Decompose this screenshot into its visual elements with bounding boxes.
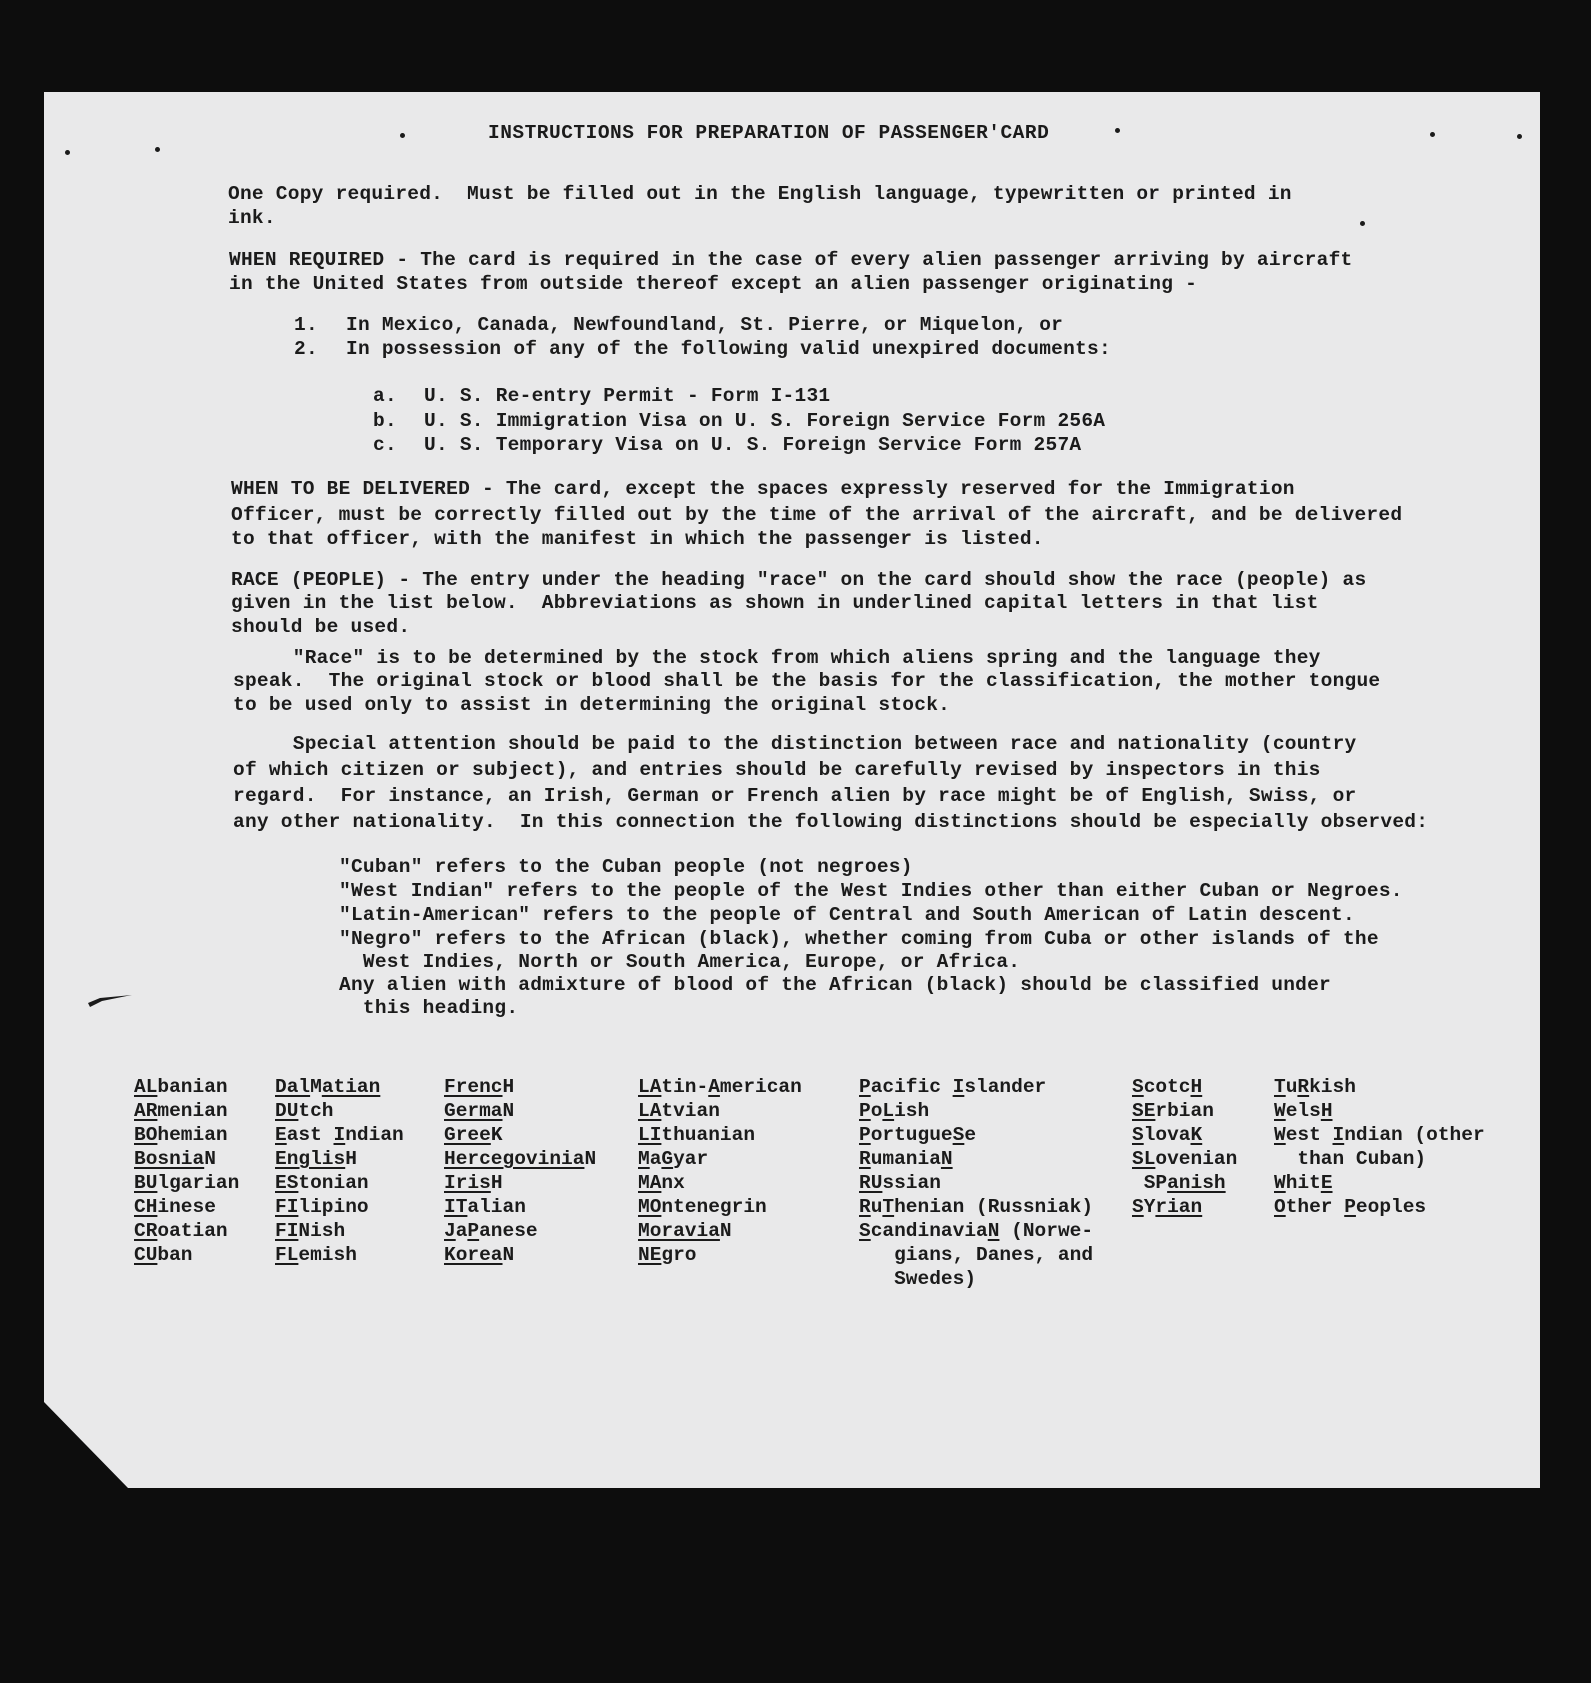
document-letter: a. — [373, 385, 397, 407]
race-text: umania — [870, 1148, 941, 1170]
race-text: tin- — [661, 1076, 709, 1098]
race-entry — [1132, 1195, 1237, 1219]
race-abbreviation: MO — [638, 1196, 662, 1218]
race-text: alian — [467, 1196, 526, 1218]
race-abbreviation: Dal — [275, 1076, 311, 1098]
race-entry — [134, 1099, 239, 1123]
race-entry — [275, 1219, 404, 1243]
race-text: e — [964, 1124, 977, 1146]
race-abbreviation: FL — [275, 1244, 299, 1266]
race-entry — [859, 1075, 1093, 1099]
distinction-line: this heading. — [339, 997, 519, 1019]
race-abbreviation: LA — [638, 1100, 662, 1122]
distinction-line: West Indies, North or South America, Europe, or Africa. — [339, 951, 1021, 973]
race-entry — [638, 1171, 802, 1195]
punch-mark — [1115, 128, 1120, 133]
race-text: acific — [870, 1076, 953, 1098]
special-attention-line-3: regard. For instance, an Irish, German or French alien by race might be of English, Swiss, or — [233, 785, 1357, 807]
race-abbreviation: W — [1274, 1100, 1286, 1122]
race-text: Y — [1143, 1196, 1156, 1218]
race-abbreviation — [1132, 1172, 1144, 1194]
race-abbreviation: M — [638, 1148, 650, 1170]
race-abbreviation: O — [1274, 1196, 1286, 1218]
race-text: tvian — [661, 1100, 720, 1122]
race-entry — [638, 1075, 802, 1099]
race-abbreviation: R — [1297, 1076, 1310, 1098]
race-entry — [275, 1099, 404, 1123]
race-text: (Norwe- — [999, 1220, 1094, 1242]
race-column — [859, 1075, 1093, 1291]
race-entry — [638, 1219, 802, 1243]
race-entry — [638, 1243, 802, 1267]
race-text: than Cuban) — [1274, 1148, 1427, 1170]
when-required-line-1: WHEN REQUIRED - The card is required in the case of every alien passenger arriving by aircraft — [229, 249, 1353, 271]
race-entry — [444, 1219, 596, 1243]
race-text: ntenegrin — [661, 1196, 767, 1218]
race-entry — [1274, 1123, 1485, 1147]
race-entry — [859, 1195, 1093, 1219]
race-text: N — [204, 1148, 216, 1170]
race-entry — [134, 1147, 239, 1171]
race-entry — [638, 1147, 802, 1171]
race-entry — [859, 1099, 1093, 1123]
race-text: ndian (other — [1344, 1124, 1485, 1146]
race-text: H — [502, 1076, 515, 1098]
race-entry — [859, 1147, 1093, 1171]
race-text: thuanian — [661, 1124, 756, 1146]
when-delivered-line-3: to that officer, with the manifest in which the passenger is listed. — [231, 528, 1044, 550]
race-abbreviation: BU — [134, 1172, 158, 1194]
race-abbreviation: rian — [1155, 1196, 1203, 1218]
race-abbreviation: FI — [275, 1196, 299, 1218]
race-text: hit — [1285, 1172, 1321, 1194]
race-abbreviation: J — [444, 1220, 456, 1242]
distinction-line: "Latin-American" refers to the people of Central and South American of Latin descent. — [339, 904, 1355, 926]
race-text: els — [1285, 1100, 1321, 1122]
race-entry — [859, 1123, 1093, 1147]
race-abbreviation: H — [1190, 1076, 1203, 1098]
race-entry — [1274, 1099, 1485, 1123]
race-entry — [859, 1267, 1093, 1291]
race-text: N — [584, 1148, 597, 1170]
race-text: slander — [964, 1076, 1047, 1098]
race-column — [134, 1075, 239, 1267]
document-text: U. S. Immigration Visa on U. S. Foreign Service Form 256A — [424, 410, 1106, 432]
race-entry — [1132, 1123, 1237, 1147]
race-abbreviation: S — [859, 1220, 871, 1242]
race-text: SP — [1143, 1172, 1168, 1194]
race-text: ortugue — [870, 1124, 953, 1146]
race-text: emish — [298, 1244, 357, 1266]
race-abbreviation: I — [952, 1076, 965, 1098]
race-entry — [275, 1147, 404, 1171]
intro-line-1: One Copy required. Must be filled out in the English language, typewritten or printed in — [228, 183, 1292, 205]
race-entry — [134, 1243, 239, 1267]
race-text: N — [719, 1220, 732, 1242]
race-abbreviation: W — [1274, 1124, 1286, 1146]
race-entry — [275, 1171, 404, 1195]
punch-mark — [65, 150, 70, 155]
race-text: menian — [157, 1100, 228, 1122]
race-abbreviation: S — [952, 1124, 965, 1146]
race-text: nx — [661, 1172, 685, 1194]
race-text: inese — [157, 1196, 216, 1218]
race-abbreviation: I — [333, 1124, 346, 1146]
punch-mark — [400, 133, 405, 138]
race-abbreviation: CR — [134, 1220, 158, 1242]
race-abbreviation: NE — [638, 1244, 662, 1266]
race-abbreviation: atian — [321, 1076, 381, 1098]
race-definition-line-1: "Race" is to be determined by the stock from which aliens spring and the language they — [233, 647, 1321, 669]
race-abbreviation: DU — [275, 1100, 299, 1122]
document-text: U. S. Re-entry Permit - Form I-131 — [424, 385, 831, 407]
race-abbreviation: P — [1344, 1196, 1356, 1218]
race-abbreviation: LI — [638, 1124, 662, 1146]
race-abbreviation: N — [940, 1148, 953, 1170]
when-required-line-2: in the United States from outside thereof except an alien passenger originating - — [229, 273, 1198, 295]
race-abbreviation: Korea — [444, 1244, 503, 1266]
race-abbreviation: Bosnia — [134, 1148, 205, 1170]
race-abbreviation: I — [1332, 1124, 1345, 1146]
punch-mark — [155, 147, 160, 152]
punch-mark — [1430, 132, 1435, 137]
race-entry — [134, 1075, 239, 1099]
race-abbreviation: E — [275, 1124, 287, 1146]
race-entry — [275, 1075, 404, 1099]
race-abbreviation: Germa — [444, 1100, 503, 1122]
arrow-mark — [86, 993, 134, 1007]
race-text: u — [1285, 1076, 1298, 1098]
numbered-item-text: In possession of any of the following valid unexpired documents: — [346, 338, 1111, 360]
race-text: tonian — [298, 1172, 369, 1194]
race-definition-line-2: speak. The original stock or blood shall be the basis for the classification, the mother tongue — [233, 670, 1381, 692]
race-abbreviation: Hercegovinia — [444, 1148, 585, 1170]
distinction-line: "West Indian" refers to the people of the West Indies other than either Cuban or Negroes. — [339, 880, 1403, 902]
race-abbreviation: R — [859, 1196, 871, 1218]
race-text: hemian — [157, 1124, 228, 1146]
race-text: est — [1285, 1124, 1333, 1146]
race-entry — [275, 1123, 404, 1147]
race-column — [275, 1075, 404, 1267]
when-delivered-line-2: Officer, must be correctly filled out by the time of the arrival of the aircraft, and be delivered — [231, 504, 1403, 526]
race-people-line-2: given in the list below. Abbreviations as shown in underlined capital letters in that list — [231, 592, 1319, 614]
race-abbreviation: P — [467, 1220, 480, 1242]
race-text: candinavia — [870, 1220, 988, 1242]
race-abbreviation: W — [1274, 1172, 1286, 1194]
punch-mark — [1517, 134, 1522, 139]
race-abbreviation: AR — [134, 1100, 158, 1122]
race-entry — [444, 1099, 596, 1123]
race-text: a — [455, 1220, 468, 1242]
race-text: ther — [1285, 1196, 1345, 1218]
race-people-line-1: RACE (PEOPLE) - The entry under the heading "race" on the card should show the race (people) as — [231, 569, 1367, 591]
race-entry — [1274, 1075, 1485, 1099]
race-abbreviation: BO — [134, 1124, 158, 1146]
race-text: o — [870, 1100, 883, 1122]
race-text: Nish — [298, 1220, 346, 1242]
numbered-item-text: In Mexico, Canada, Newfoundland, St. Pierre, or Miquelon, or — [346, 314, 1064, 336]
race-text: tch — [298, 1100, 334, 1122]
race-abbreviation: N — [987, 1220, 1000, 1242]
race-abbreviation: T — [882, 1196, 895, 1218]
race-abbreviation: E — [1320, 1172, 1333, 1194]
race-abbreviation: Gree — [444, 1124, 491, 1146]
race-abbreviation: A — [708, 1076, 720, 1098]
race-entry — [859, 1219, 1093, 1243]
race-abbreviation: T — [1274, 1076, 1286, 1098]
special-attention-line-1: Special attention should be paid to the distinction between race and nationality (country — [233, 733, 1357, 755]
race-text: ast — [286, 1124, 334, 1146]
page-title: INSTRUCTIONS FOR PREPARATION OF PASSENGER'CARD — [488, 122, 1050, 144]
race-abbreviation: R — [859, 1148, 871, 1170]
race-entry — [1274, 1171, 1485, 1195]
race-text: H — [490, 1172, 503, 1194]
distinction-line: "Negro" refers to the African (black), whether coming from Cuba or other islands of the — [339, 928, 1379, 950]
race-text: ssian — [882, 1172, 941, 1194]
race-text: lgarian — [157, 1172, 240, 1194]
race-text: merican — [719, 1076, 802, 1098]
race-abbreviation: SL — [1132, 1148, 1156, 1170]
numbered-item-number: 2. — [294, 338, 318, 360]
race-text: N — [502, 1244, 515, 1266]
race-entry — [638, 1195, 802, 1219]
race-text: K — [490, 1124, 503, 1146]
intro-line-2: ink. — [228, 207, 276, 229]
race-abbreviation: LA — [638, 1076, 662, 1098]
race-text: ndian — [345, 1124, 404, 1146]
race-text: ish — [894, 1100, 930, 1122]
race-abbreviation: Frenc — [444, 1076, 503, 1098]
race-abbreviation: G — [661, 1148, 674, 1170]
race-text: u — [870, 1196, 883, 1218]
special-attention-line-4: any other nationality. In this connection the following distinctions should be especially observed: — [233, 811, 1429, 833]
race-text: anese — [479, 1220, 538, 1242]
race-column — [1132, 1075, 1237, 1219]
race-entry — [1274, 1195, 1485, 1219]
race-abbreviation: Iris — [444, 1172, 491, 1194]
race-entry — [444, 1171, 596, 1195]
race-entry — [134, 1195, 239, 1219]
race-abbreviation: RU — [859, 1172, 883, 1194]
race-abbreviation: S — [1132, 1196, 1144, 1218]
race-abbreviation: CH — [134, 1196, 158, 1218]
race-abbreviation: H — [1320, 1100, 1333, 1122]
race-abbreviation: Englis — [275, 1148, 346, 1170]
race-entry — [1274, 1147, 1485, 1171]
race-abbreviation: IT — [444, 1196, 468, 1218]
race-abbreviation: CU — [134, 1244, 158, 1266]
document-text: U. S. Temporary Visa on U. S. Foreign Service Form 257A — [424, 434, 1082, 456]
special-attention-line-2: of which citizen or subject), and entries should be carefully revised by inspectors in this — [233, 759, 1321, 781]
race-text: oatian — [157, 1220, 228, 1242]
race-abbreviation: S — [1132, 1076, 1144, 1098]
race-column — [444, 1075, 596, 1267]
race-text: yar — [673, 1148, 709, 1170]
race-abbreviation: K — [1190, 1124, 1203, 1146]
race-text: banian — [157, 1076, 228, 1098]
race-text: M — [310, 1076, 322, 1098]
race-text: ovenian — [1155, 1148, 1238, 1170]
race-abbreviation: FI — [275, 1220, 299, 1242]
race-entry — [134, 1219, 239, 1243]
race-entry — [444, 1243, 596, 1267]
race-entry — [444, 1195, 596, 1219]
race-entry — [444, 1075, 596, 1099]
race-abbreviation: AL — [134, 1076, 158, 1098]
race-entry — [638, 1099, 802, 1123]
distinction-line: "Cuban" refers to the Cuban people (not negroes) — [339, 856, 913, 878]
race-text: a — [649, 1148, 662, 1170]
race-abbreviation: P — [859, 1124, 871, 1146]
race-entry — [444, 1147, 596, 1171]
race-abbreviation: P — [859, 1100, 871, 1122]
document-letter: b. — [373, 410, 397, 432]
race-entry — [1132, 1099, 1237, 1123]
race-entry — [444, 1123, 596, 1147]
race-abbreviation: MA — [638, 1172, 662, 1194]
race-text: gro — [661, 1244, 697, 1266]
race-entry — [638, 1123, 802, 1147]
race-abbreviation: L — [882, 1100, 895, 1122]
numbered-item-number: 1. — [294, 314, 318, 336]
race-text: kish — [1309, 1076, 1356, 1098]
race-abbreviation: ES — [275, 1172, 299, 1194]
race-people-line-3: should be used. — [231, 616, 411, 638]
race-entry — [859, 1243, 1093, 1267]
race-text: lova — [1143, 1124, 1191, 1146]
race-text: gians, Danes, and — [859, 1244, 1094, 1266]
document-letter: c. — [373, 434, 397, 456]
race-text: N — [502, 1100, 515, 1122]
race-abbreviation: S — [1132, 1124, 1144, 1146]
race-abbreviation: SE — [1132, 1100, 1156, 1122]
race-text: lipino — [298, 1196, 369, 1218]
race-text: rbian — [1155, 1100, 1214, 1122]
race-column — [638, 1075, 802, 1267]
race-text: H — [345, 1148, 357, 1170]
race-entry — [134, 1171, 239, 1195]
race-abbreviation: Moravia — [638, 1220, 720, 1242]
race-text: ban — [157, 1244, 193, 1266]
race-entry — [1132, 1147, 1237, 1171]
race-text: cotc — [1143, 1076, 1191, 1098]
race-entry — [859, 1171, 1093, 1195]
race-column — [1274, 1075, 1485, 1219]
race-entry — [1132, 1171, 1237, 1195]
race-definition-line-3: to be used only to assist in determining the original stock. — [233, 694, 951, 716]
punch-mark — [1360, 221, 1365, 226]
race-text: henian (Russniak) — [894, 1196, 1094, 1218]
race-text: eoples — [1355, 1196, 1427, 1218]
race-entry — [1132, 1075, 1237, 1099]
when-delivered-line-1: WHEN TO BE DELIVERED - The card, except the spaces expressly reserved for the Immigration — [231, 478, 1295, 500]
race-text: Swedes) — [859, 1268, 977, 1290]
race-entry — [134, 1123, 239, 1147]
race-entry — [275, 1195, 404, 1219]
distinction-line: Any alien with admixture of blood of the African (black) should be classified under — [339, 974, 1332, 996]
race-abbreviation: anish — [1167, 1172, 1226, 1194]
race-abbreviation: P — [859, 1076, 871, 1098]
race-entry — [275, 1243, 404, 1267]
